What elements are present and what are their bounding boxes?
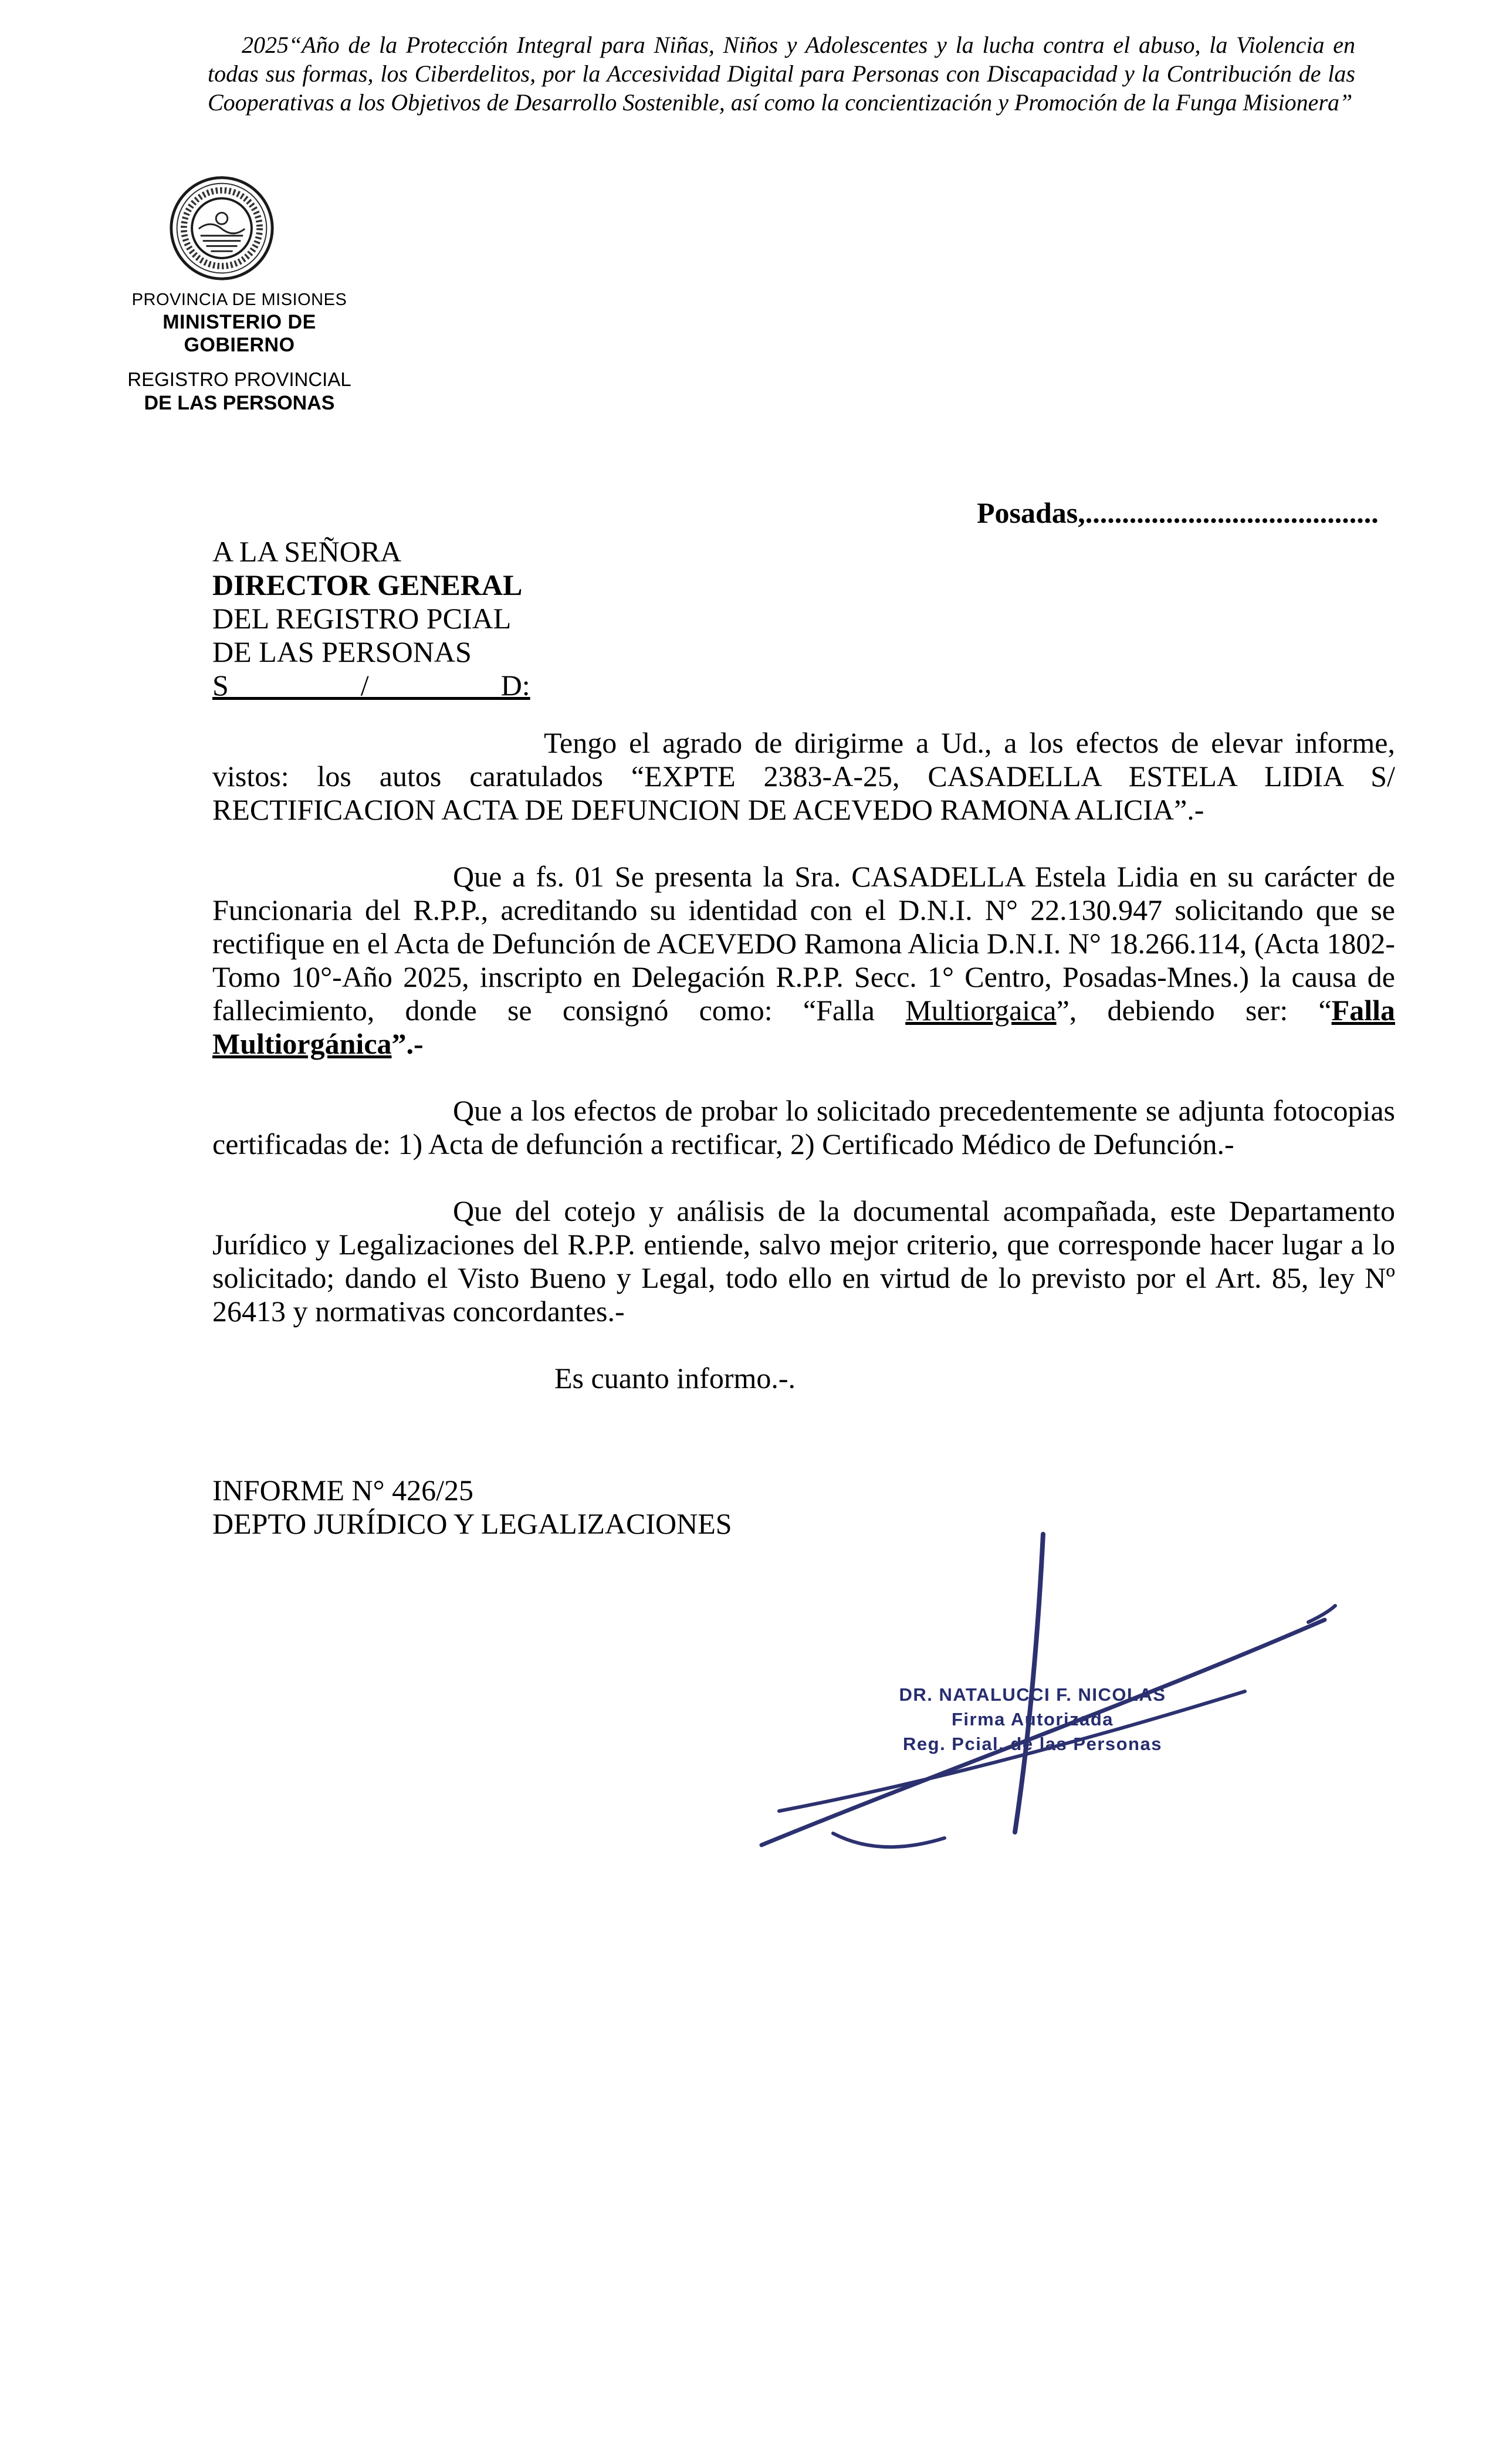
- recipient-block: [212, 535, 530, 702]
- rectification-wrong-term: Multiorgaica: [905, 994, 1057, 1027]
- paragraph-intro: Tengo el agrado de dirigirme a Ud., a los efectos de elevar informe, vistos: los autos caratulados “EXPTE 2383-A-25, CASADELLA ESTELA LIDIA S/ RECTIFICACION ACTA DE DEFUNCION DE ACEVEDO RAMONA ALICIA”.-: [212, 726, 1395, 826]
- footer-block: [212, 1474, 732, 1541]
- paragraph-legal-opinion: Que del cotejo y análisis de la documental acompañada, este Departamento Jurídico y Legalizaciones del R.P.P. entiende, salvo mejor criterio, que corresponde hacer lugar a lo solicitado; dando el Visto Bueno y Legal, todo ello en virtud de lo previsto por el Art. 85, ley Nº 26413 y normativas concordantes.-: [212, 1194, 1395, 1328]
- rectification-text-1: Que a fs. 01 Se presenta la Sra. CASADELLA Estela Lidia en su carácter de Funcionaria del R.P.P., acreditando su identidad con el D.N.I. N° 22.130.947 solicitando que se rectifique en el Acta de Defunción de ACEVEDO Ramona Alicia D.N.I. N° 18.266.114, (Acta 1802-Tomo 10°-Año 2025, inscripto en Delegación R.P.P. Secc. 1° Centro, Posadas-Mnes.) la causa de fallecimiento, donde se consignó como: “Falla: [212, 860, 1395, 1027]
- org-name-province: PROVINCIA DE MISIONES: [131, 290, 347, 309]
- rectification-correct-term: Falla Multiorgánica: [212, 994, 1395, 1060]
- authorization-stamp: [868, 1683, 1197, 1756]
- dateline-posadas: Posadas,........................................: [977, 496, 1379, 529]
- letterhead: [111, 174, 367, 415]
- paragraph-rectification: [212, 860, 1395, 1061]
- rectification-text-3: ”.-: [391, 1027, 424, 1060]
- stamp-authorized-line: Firma Autorizada: [951, 1709, 1114, 1729]
- report-number: INFORME N° 426/25: [212, 1474, 474, 1507]
- provincial-seal-icon: [167, 174, 276, 286]
- recipient-s-d-line: S / D:: [212, 669, 530, 702]
- year-motto-header: 2025“Año de la Protección Integral para Niñas, Niños y Adolescentes y la lucha contra el abuso, la Violencia en todas sus formas, los Ciberdelitos, por la Accesividad Digital para Personas con Discapacidad y la Contribución de las Cooperativas a los Objetivos de Desarrollo Sostenible, así como la concientización y Promoción de la Funga Misionera”: [208, 32, 1355, 116]
- closing-line: Es cuanto informo.-.: [554, 1362, 796, 1395]
- paragraph-attachments: Que a los efectos de probar lo solicitado precedentemente se adjunta fotocopias certificadas de: 1) Acta de defunción a rectificar, 2) Certificado Médico de Defunción.-: [212, 1094, 1395, 1160]
- org-name-registry-1: REGISTRO PROVINCIAL: [127, 368, 351, 390]
- recipient-line-4: DE LAS PERSONAS: [212, 635, 472, 668]
- org-name-registry-2: DE LAS PERSONAS: [144, 392, 335, 414]
- recipient-line-3: DEL REGISTRO PCIAL: [212, 602, 512, 635]
- stamp-registry-line: Reg. Pcial. de las Personas: [903, 1734, 1162, 1754]
- letter-body: [212, 726, 1395, 1395]
- stamp-name-line: DR. NATALUCCI F. NICOLAS: [899, 1684, 1166, 1705]
- department-name: DEPTO JURÍDICO Y LEGALIZACIONES: [212, 1507, 732, 1540]
- recipient-line-1: A LA SEÑORA: [212, 535, 402, 568]
- rectification-text-2: ”, debiendo ser: “: [1056, 994, 1332, 1027]
- org-name-ministry: MINISTERIO DE GOBIERNO: [163, 311, 316, 356]
- recipient-line-2: DIRECTOR GENERAL: [212, 568, 523, 601]
